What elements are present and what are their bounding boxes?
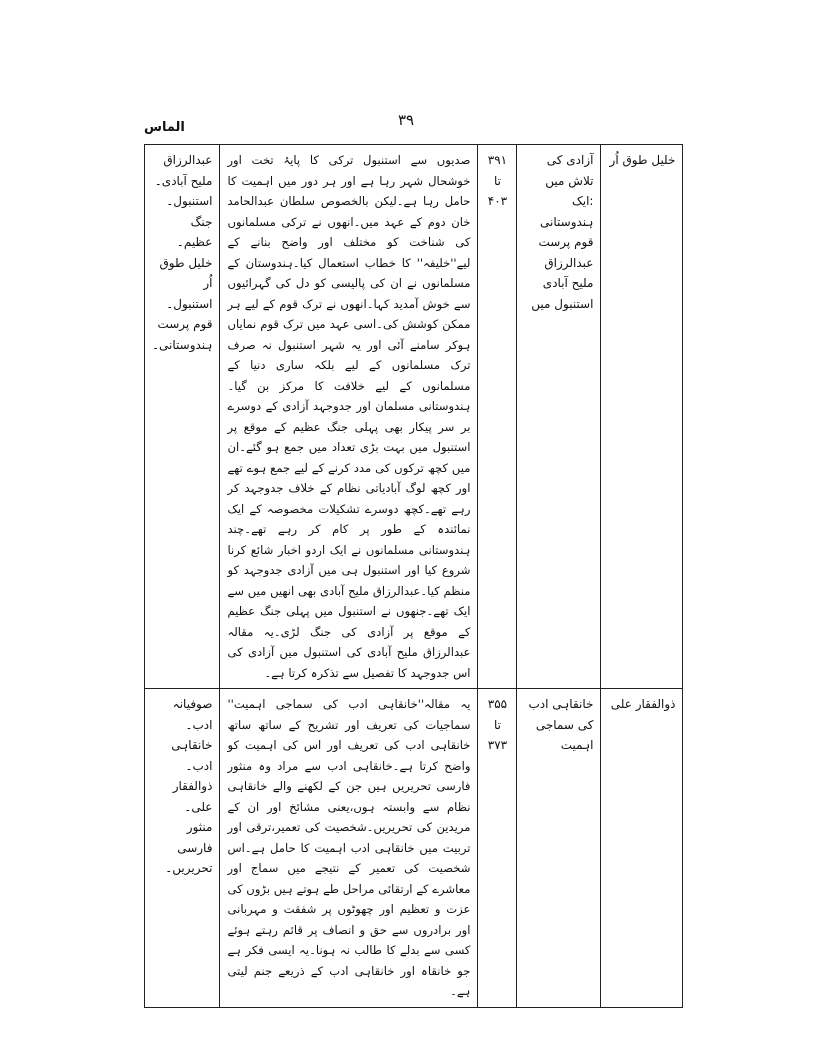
title-cell: خانقاہی ادب کی سماجی اہمیت — [517, 689, 601, 1008]
table-row — [145, 689, 683, 1008]
author-cell: ذوالفقار علی — [601, 689, 683, 1008]
keyword: صوفیانہ ادب۔ — [172, 697, 213, 732]
page-separator: تا — [493, 173, 501, 188]
keywords-cell — [145, 689, 220, 1008]
page-number: ۳۹ — [398, 111, 415, 129]
page-end: ۴۰۳ — [487, 194, 508, 208]
page-separator: تا — [493, 717, 501, 732]
summary-cell: یہ مقالہ''خانقاہی ادب کی سماجی اہمیت'' سماجیات کی تعریف اور تشریح کے ساتھ ساتھ خانقاہی ادب کی تعریف اور اس کی اہمیت کو واضح کرتا ہے۔خانقاہی ادب سے مراد وہ منثور فارسی تحریریں ہیں جن کے لکھنے والے خانقاہی نظام سے وابستہ ہوں،یعنی مشائخ اور ان کے مریدین کی تحریریں۔شخصیت کی تعمیر،ترقی اور تربیت میں خانقاہی ادب اہمیت کا حامل ہے۔اس شخصیت کی تعمیر کے نتیجے میں سماج اور معاشرے کے ارتقائی مراحل طے ہوتے ہیں بڑوں کی عزت و تعظیم اور چھوٹوں پر شفقت و مہربانی اور برادروں سے حق و انصاف پر قائم رہتے ہوئے کسی سے بدلے کا طالب نہ ہونا۔یہ ایسی فکر ہے جو خانقاہ اور خانقاہی ادب کے ذریعے جنم لیتی ہے۔ — [220, 689, 478, 1008]
keyword: خلیل طوق اُر — [159, 255, 213, 290]
keyword: ذوالفقار علی۔ — [172, 779, 213, 814]
page-start: ۳۵۵ — [487, 697, 508, 711]
pages-cell — [478, 145, 517, 689]
keyword: استنبول۔جنگ عظیم۔ — [166, 194, 213, 249]
keyword: منثور فارسی — [177, 820, 213, 855]
keywords-cell — [145, 145, 220, 689]
keyword: عبدالرزاق ملیح آبادی۔ — [154, 153, 213, 188]
table-row — [145, 145, 683, 689]
page-end: ۳۷۳ — [487, 738, 508, 752]
keyword: ہندوستانی۔ — [152, 337, 213, 352]
author-cell: خلیل طوق اُر — [601, 145, 683, 689]
keyword: قوم پرست — [157, 317, 213, 331]
pages-cell — [478, 689, 517, 1008]
keyword: خانقاہی ادب۔ — [171, 738, 213, 773]
title-cell: آزادی کی تلاش میں :ایک ہندوستانی قوم پرست عبدالرزاق ملیح آبادی استنبول میں — [517, 145, 601, 689]
journal-name: الماس — [144, 120, 185, 135]
summary-cell: صدیوں سے استنبول ترکی کا پایۂ تخت اور خوشحال شہر رہا ہے اور ہر دور میں اہمیت کا حامل رہا ہے۔لیکن بالخصوص سلطان عبدالحامد خان دوم کے عہد میں۔انھوں نے ترکی مسلمانوں کی شناخت کو مختلف اور واضح بنانے کے لیے''خلیفہ'' کا خطاب استعمال کیا۔ہندوستان کے مسلمانوں نے ان کی پالیسی کو دل کی گہرائیوں سے خوش آمدید کہا۔انھوں نے ترک قوم کے لیے ہر ممکن کوشش کی۔اسی عہد میں ترک قوم نمایاں ہوکر سامنے آئی اور یہ شہر استنبول نہ صرف ترک مسلمانوں کے لیے بلکہ ساری دنیا کے مسلمانوں کے لیے خلافت کا مرکز بن گیا۔ہندوستانی مسلمان اور جدوجہد آزادی کے دوسرے بر سر پیکار بھی پہلی جنگ عظیم کے موقع پر استنبول میں بہت بڑی تعداد میں جمع ہو گئے۔ان میں کچھ ترکوں کی مدد کرنے کے لیے جمع ہوے تھے اور کچھ لوگ آبادیاتی نظام کے خلاف جدوجہد کر رہے تھے۔کچھ دوسرے تشکیلات مخصوصہ کے ایک نمائندہ کے طور پر کام کر رہے تھے۔چند ہندوستانی مسلمانوں نے ایک اردو اخبار شائع کرنا شروع کیا اور استنبول ہی میں آزادی جدوجہد کو منظم کیا۔عبدالرزاق ملیح آبادی بھی انھیں میں سے ایک تھے۔جنھوں نے استنبول میں پہلی جنگ عظیم کے موقع پر آزادی کی جنگ لڑی۔یہ مقالہ عبدالرزاق ملیح آبادی کی استنبول میں آزادی کی اس جدوجہد کا تفصیل سے تذکرہ کرتا ہے۔ — [220, 145, 478, 689]
keyword: استنبول۔ — [166, 296, 213, 311]
index-table — [144, 144, 683, 1008]
page-start: ۳۹۱ — [487, 153, 508, 167]
keyword: تحریریں۔ — [165, 861, 213, 875]
